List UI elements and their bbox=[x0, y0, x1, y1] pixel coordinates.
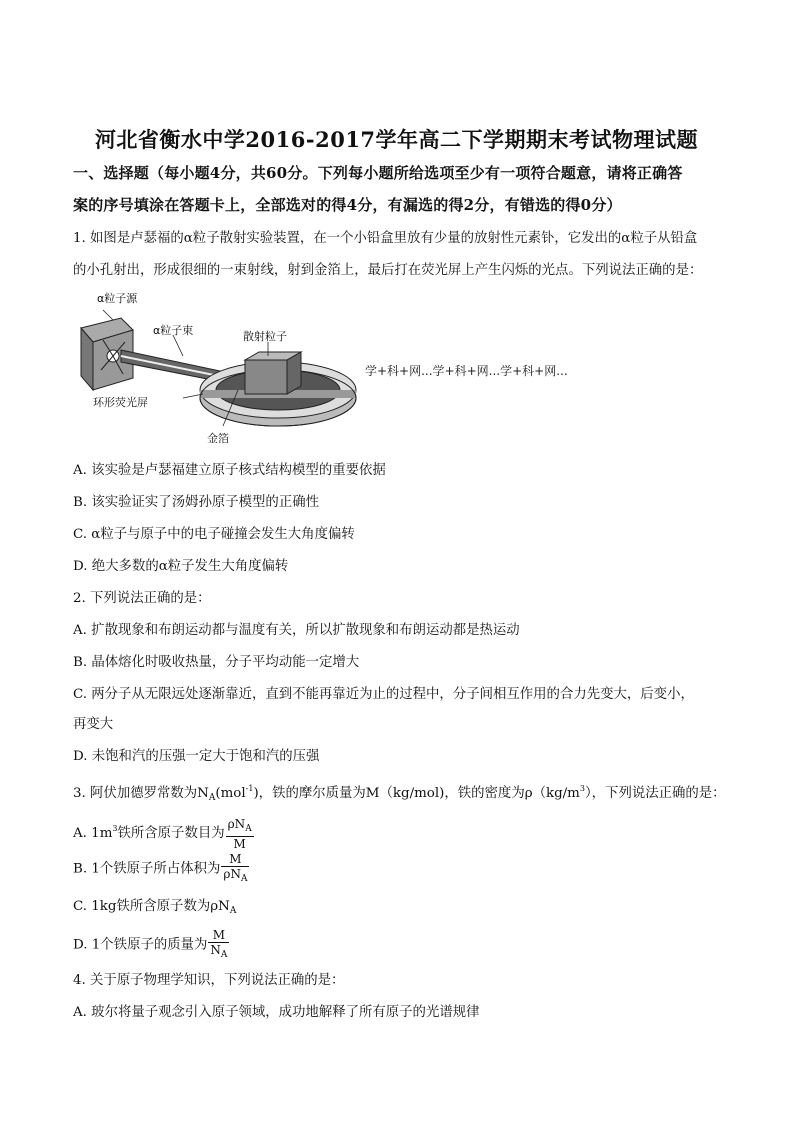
q2-option-c-line-2: 再变大 bbox=[73, 717, 114, 732]
q3-option-a-superscript: 3 bbox=[112, 824, 118, 833]
q3-option-b-text: B. 1个铁原子所占体积为 bbox=[73, 861, 221, 877]
q3-option-b-fraction bbox=[221, 852, 249, 886]
q3-option-d-denominator-sub: A bbox=[220, 950, 228, 960]
q2-option-d: D. 未饱和汽的压强一定大于饱和汽的压强 bbox=[73, 749, 320, 764]
q3-option-a-text: 铁所含原子数目为 bbox=[117, 826, 225, 841]
q3-option-c-text: C. 1kg铁所含原子数为ρN bbox=[73, 899, 230, 914]
q3-option-c bbox=[73, 898, 236, 920]
q3-option-a-denominator: M bbox=[233, 836, 246, 851]
q1-stem-line-1: 1. 如图是卢瑟福的α粒子散射实验装置，在一个小铅盒里放有少量的放射性元素钋，它发出的α粒子从铅盒 bbox=[73, 231, 698, 246]
label-alpha-source: α粒子源 bbox=[97, 292, 138, 305]
label-scattered-particles: 散射粒子 bbox=[243, 330, 287, 343]
alpha-scattering-figure bbox=[73, 290, 363, 450]
alpha-scattering-diagram bbox=[73, 290, 363, 450]
section-heading-line-1: 一、选择题（每小题4分，共60分。下列每小题所给选项至少有一项符合题意，请将正确答 bbox=[73, 164, 683, 182]
q3-stem-subscript: A bbox=[208, 793, 216, 803]
q3-option-a-numerator-sub: A bbox=[245, 823, 252, 834]
q3-stem-part-a: 3. 阿伏加德罗常数为N bbox=[73, 786, 209, 801]
q2-option-b: B. 晶体熔化时吸收热量，分子平均动能一定增大 bbox=[73, 655, 360, 670]
q3-stem-part-d: ），下列说法正确的是： bbox=[584, 786, 726, 801]
q3-option-a-numerator: ρN bbox=[227, 816, 246, 831]
label-alpha-beam: α粒子束 bbox=[153, 324, 194, 337]
q1-option-c: C. α粒子与原子中的电子碰撞会发生大角度偏转 bbox=[73, 527, 355, 542]
q3-stem-superscript-2: 3 bbox=[579, 784, 585, 793]
q3-option-c-subscript: A bbox=[229, 906, 237, 916]
q1-option-a: A. 该实验是卢瑟福建立原子核式结构模型的重要依据 bbox=[73, 463, 386, 478]
q3-option-b bbox=[73, 852, 249, 886]
q3-option-a-prefix: A. 1m bbox=[73, 826, 113, 841]
q3-option-d-denominator: N bbox=[210, 943, 221, 957]
watermark-text: 学+科+网...学+科+网...学+科+网... bbox=[365, 364, 568, 378]
q3-option-b-denominator: ρN bbox=[223, 867, 241, 881]
q3-stem bbox=[73, 780, 726, 807]
q4-stem: 4. 关于原子物理学知识，下列说法正确的是： bbox=[73, 973, 345, 988]
q3-option-a bbox=[73, 814, 254, 851]
q3-stem-part-c: )，铁的摩尔质量为M（kg/mol)，铁的密度为ρ（kg/m bbox=[253, 786, 580, 801]
gold-foil-holder-illustration bbox=[245, 352, 301, 394]
section-heading-line-2: 案的序号填涂在答题卡上，全部选对的得4分，有漏选的得2分，有错选的得0分） bbox=[73, 196, 622, 214]
q3-option-d-text: D. 1个铁原子的质量为 bbox=[73, 937, 208, 953]
q3-option-b-denominator-sub: A bbox=[240, 874, 248, 884]
q2-option-a: A. 扩散现象和布朗运动都与温度有关，所以扩散现象和布朗运动都是热运动 bbox=[73, 623, 520, 638]
q1-stem-line-2: 的小孔射出，形成很细的一束射线，射到金箔上，最后打在荧光屏上产生闪烁的光点。下列说法正确的是： bbox=[73, 263, 703, 278]
q3-option-d-numerator: M bbox=[208, 928, 229, 943]
label-gold-foil: 金箔 bbox=[207, 432, 229, 445]
page-title: 河北省衡水中学2016-2017学年高二下学期期末考试物理试题 bbox=[94, 127, 699, 152]
q1-option-b: B. 该实验证实了汤姆孙原子模型的正确性 bbox=[73, 495, 319, 510]
q3-option-d bbox=[73, 928, 229, 962]
q2-stem: 2. 下列说法正确的是： bbox=[73, 591, 211, 606]
q3-stem-superscript-1: -1 bbox=[245, 784, 254, 793]
q3-stem-part-b: (mol bbox=[215, 786, 246, 801]
q3-option-b-numerator: M bbox=[221, 852, 249, 867]
q3-option-a-fraction bbox=[226, 817, 254, 851]
q3-option-d-fraction bbox=[208, 928, 229, 962]
label-ring-screen: 环形荧光屏 bbox=[93, 396, 148, 409]
q1-option-d: D. 绝大多数的α粒子发生大角度偏转 bbox=[73, 559, 289, 574]
q4-option-a: A. 玻尔将量子观念引入原子领域，成功地解释了所有原子的光谱规律 bbox=[73, 1005, 480, 1020]
q2-option-c-line-1: C. 两分子从无限远处逐渐靠近，直到不能再靠近为止的过程中，分子间相互作用的合力先变大，后变小， bbox=[73, 687, 694, 702]
